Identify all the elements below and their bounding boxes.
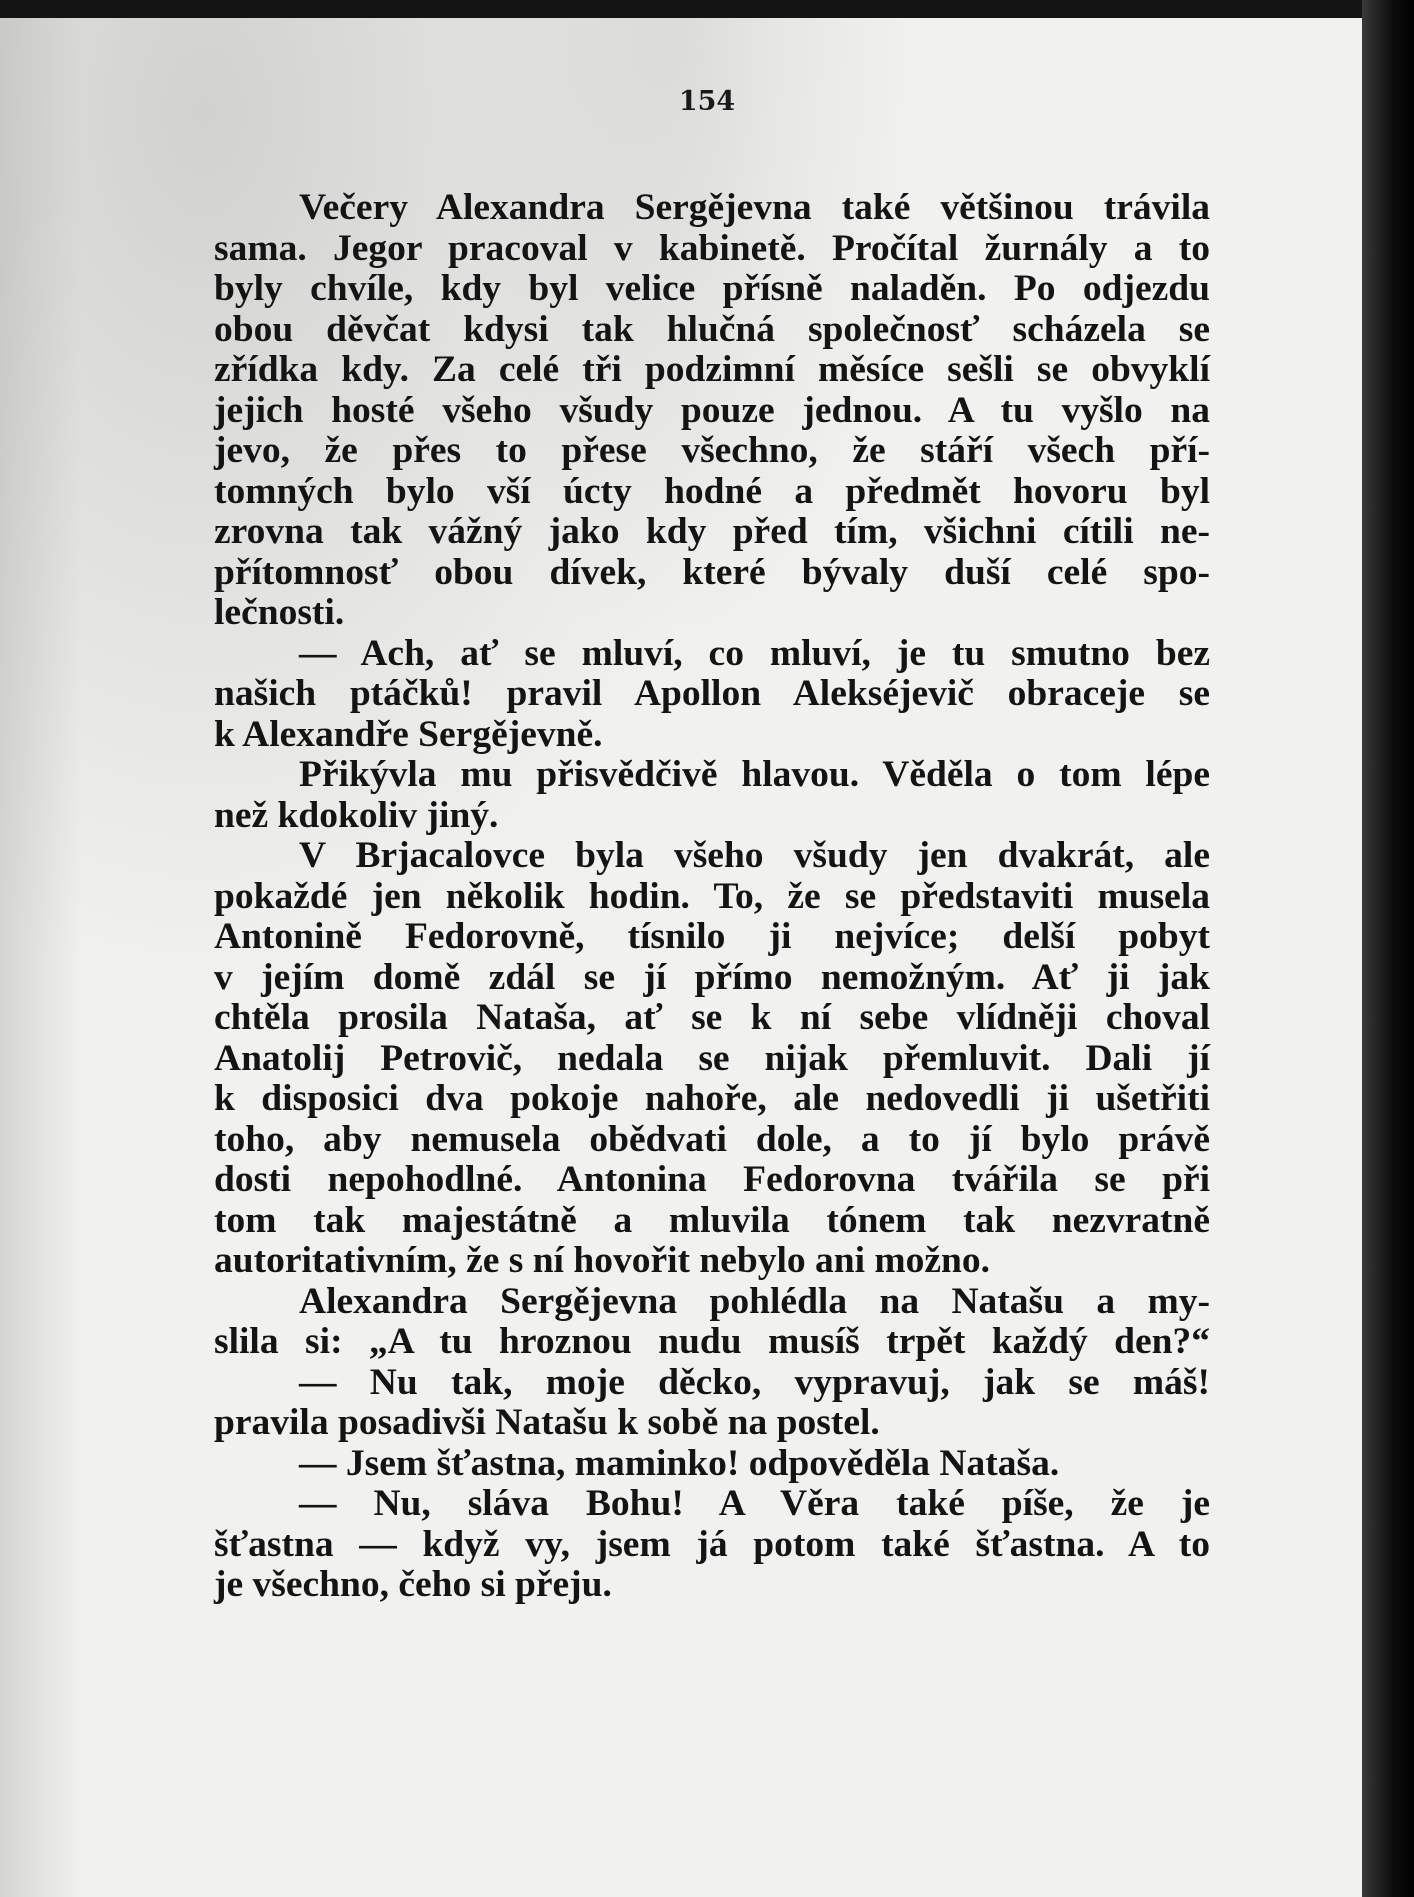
text-line: Anatolij Petrovič, nedala se nijak přemluvit. Dali jí: [214, 1037, 1210, 1079]
text-line: chtěla prosila Nataša, ať se k ní sebe vlídněji choval: [214, 997, 1210, 1038]
text-line: šťastna — když vy, jsem já potom také šťastna. A to: [214, 1523, 1210, 1565]
text-line: lečnosti.: [214, 592, 345, 633]
text-line: dosti nepohodlné. Antonina Fedorovna tvářila se při: [214, 1159, 1210, 1200]
text-line: V Brjacalovce byla všeho všudy jen dvakrát, ale: [299, 835, 1210, 876]
text-line: autoritativním, že s ní hovořit nebylo ani možno.: [214, 1240, 991, 1281]
text-line: pravila posadivši Natašu k sobě na postel.: [214, 1402, 880, 1443]
text-line: než kdokoliv jiný.: [214, 794, 499, 836]
text-line: obou děvčat kdysi tak hlučná společnosť scházela se: [214, 308, 1210, 350]
text-line: — Jsem šťastna, maminko! odpověděla Nataša.: [299, 1442, 1060, 1484]
text-line: Antonině Fedorovně, tísnilo ji nejvíce; delší pobyt: [214, 916, 1210, 957]
text-line: je všechno, čeho si přeju.: [214, 1564, 612, 1605]
text-line: — Nu tak, moje děcko, vypravuj, jak se máš!: [299, 1361, 1210, 1403]
text-line: — Ach, ať se mluví, co mluví, je tu smutno bez: [299, 632, 1210, 674]
text-line: přítomnosť obou dívek, které bývaly duší celé spo-: [214, 551, 1210, 593]
text-line: pokaždé jen několik hodin. To, že se představiti musela: [214, 875, 1210, 917]
text-line: sama. Jegor pracoval v kabinetě. Pročítal žurnály a to: [214, 227, 1210, 269]
text-line: k Alexandře Sergějevně.: [214, 713, 603, 755]
book-binding-edge: [1362, 0, 1414, 1897]
text-line: Alexandra Sergějevna pohlédla na Natašu a my-: [299, 1280, 1210, 1322]
page-number: 154: [678, 86, 736, 117]
text-line: — Nu, sláva Bohu! A Věra také píše, že je: [299, 1483, 1210, 1524]
text-line: tom tak majestátně a mluvila tónem tak nezvratně: [214, 1199, 1210, 1241]
text-line: slila si: „A tu hroznou nudu musíš trpět každý den?“: [214, 1321, 1210, 1362]
text-line: jevo, že přes to přese všechno, že stáří všech pří-: [214, 430, 1210, 471]
text-line: jejich hosté všeho všudy pouze jednou. A tu vyšlo na: [214, 389, 1210, 431]
text-line: zrovna tak vážný jako kdy před tím, všichni cítili ne-: [214, 511, 1210, 552]
text-line: Večery Alexandra Sergějevna také většinou trávila: [299, 187, 1210, 228]
text-line: byly chvíle, kdy byl velice přísně naladěn. Po odjezdu: [214, 268, 1210, 309]
text-line: Přikývla mu přisvědčivě hlavou. Věděla o tom lépe: [299, 754, 1210, 795]
body-text: [214, 188, 1210, 1606]
text-line: toho, aby nemusela obědvati dole, a to jí bylo právě: [214, 1118, 1210, 1160]
text-line: v jejím domě zdál se jí přímo nemožným. Ať ji jak: [214, 956, 1210, 998]
text-line: tomných bylo vší úcty hodné a předmět hovoru byl: [214, 470, 1210, 512]
text-line: zřídka kdy. Za celé tři podzimní měsíce sešli se obvyklí: [214, 349, 1210, 390]
text-line: k disposici dva pokoje nahoře, ale nedovedli ji ušetřiti: [214, 1078, 1210, 1119]
text-line: našich ptáčků! pravil Apollon Alekséjevič obraceje se: [214, 673, 1210, 714]
